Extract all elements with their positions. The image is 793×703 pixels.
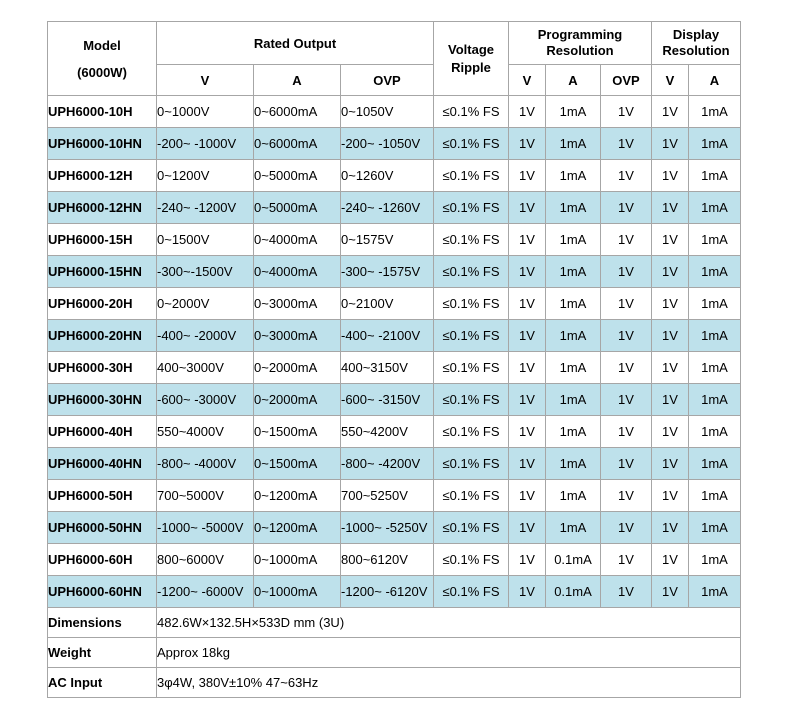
table-row: [48, 352, 741, 384]
voltage-ripple-header: [434, 22, 509, 96]
table-row: [48, 288, 741, 320]
disp-a-header: A: [689, 65, 741, 96]
prog-v-cell: 1V: [509, 448, 546, 480]
rated-v-cell: 0~1200V: [157, 160, 254, 192]
rated-ovp-cell: 0~2100V: [341, 288, 434, 320]
rated-ovp-cell: 800~6120V: [341, 544, 434, 576]
prog-v-cell: 1V: [509, 128, 546, 160]
prog-v-cell: 1V: [509, 192, 546, 224]
prog-v-cell: 1V: [509, 480, 546, 512]
model-cell: UPH6000-50HN: [48, 512, 157, 544]
table-row: [48, 320, 741, 352]
rated-v-cell: -1200~ -6000V: [157, 576, 254, 608]
disp-v-cell: 1V: [652, 576, 689, 608]
model-cell: UPH6000-30HN: [48, 384, 157, 416]
ripple-cell: ≤0.1% FS: [434, 512, 509, 544]
disp-v-cell: 1V: [652, 384, 689, 416]
model-column-header: [48, 22, 157, 96]
model-header-line1: Model: [83, 37, 121, 53]
prog-v-cell: 1V: [509, 416, 546, 448]
rated-v-cell: 550~4000V: [157, 416, 254, 448]
prog-a-cell: 0.1mA: [546, 544, 601, 576]
prog-a-cell: 1mA: [546, 448, 601, 480]
prog-ovp-cell: 1V: [601, 96, 652, 128]
model-cell: UPH6000-10H: [48, 96, 157, 128]
prog-v-cell: 1V: [509, 320, 546, 352]
footer-row: [48, 608, 741, 638]
model-cell: UPH6000-40HN: [48, 448, 157, 480]
ripple-cell: ≤0.1% FS: [434, 288, 509, 320]
prog-a-cell: 1mA: [546, 352, 601, 384]
ripple-cell: ≤0.1% FS: [434, 416, 509, 448]
footer-label: Dimensions: [48, 608, 157, 638]
prog-a-cell: 1mA: [546, 96, 601, 128]
spec-table: [47, 21, 741, 698]
model-cell: UPH6000-50H: [48, 480, 157, 512]
disp-v-cell: 1V: [652, 544, 689, 576]
table-row: [48, 448, 741, 480]
prog-a-cell: 1mA: [546, 512, 601, 544]
disp-a-cell: 1mA: [689, 416, 741, 448]
rated-ovp-cell: 700~5250V: [341, 480, 434, 512]
model-cell: UPH6000-12HN: [48, 192, 157, 224]
disp-v-header: V: [652, 65, 689, 96]
disp-v-cell: 1V: [652, 480, 689, 512]
prog-v-header: V: [509, 65, 546, 96]
disp-v-cell: 1V: [652, 416, 689, 448]
prog-v-cell: 1V: [509, 512, 546, 544]
footer-value: 3φ4W, 380V±10% 47~63Hz: [157, 668, 741, 698]
rated-ovp-cell: -200~ -1050V: [341, 128, 434, 160]
rated-ovp-cell: -300~ -1575V: [341, 256, 434, 288]
disp-v-cell: 1V: [652, 160, 689, 192]
rated-ovp-cell: -1000~ -5250V: [341, 512, 434, 544]
prog-ovp-header: OVP: [601, 65, 652, 96]
disp-v-cell: 1V: [652, 320, 689, 352]
prog-v-cell: 1V: [509, 352, 546, 384]
display-resolution-header: [652, 22, 741, 65]
prog-ovp-cell: 1V: [601, 512, 652, 544]
prog-a-cell: 1mA: [546, 256, 601, 288]
prog-ovp-cell: 1V: [601, 448, 652, 480]
disp-v-cell: 1V: [652, 256, 689, 288]
footer-row: [48, 638, 741, 668]
prog-a-header: A: [546, 65, 601, 96]
table-row: [48, 128, 741, 160]
prog-ovp-cell: 1V: [601, 480, 652, 512]
disp-v-cell: 1V: [652, 352, 689, 384]
table-row: [48, 384, 741, 416]
disp-a-cell: 1mA: [689, 448, 741, 480]
model-cell: UPH6000-40H: [48, 416, 157, 448]
rated-a-cell: 0~1500mA: [254, 448, 341, 480]
disp-v-cell: 1V: [652, 128, 689, 160]
prog-a-cell: 1mA: [546, 480, 601, 512]
prog-ovp-cell: 1V: [601, 416, 652, 448]
table-row: [48, 96, 741, 128]
disp-v-cell: 1V: [652, 512, 689, 544]
table-row: [48, 256, 741, 288]
rated-v-cell: 800~6000V: [157, 544, 254, 576]
model-cell: UPH6000-30H: [48, 352, 157, 384]
table-row: [48, 512, 741, 544]
ripple-cell: ≤0.1% FS: [434, 320, 509, 352]
footer-label: Weight: [48, 638, 157, 668]
footer-value: Approx 18kg: [157, 638, 741, 668]
model-cell: UPH6000-20HN: [48, 320, 157, 352]
footer-label: AC Input: [48, 668, 157, 698]
disp-a-cell: 1mA: [689, 192, 741, 224]
disp-v-cell: 1V: [652, 224, 689, 256]
rated-v-cell: 700~5000V: [157, 480, 254, 512]
disp-a-cell: 1mA: [689, 320, 741, 352]
disp-a-cell: 1mA: [689, 384, 741, 416]
disp-v-cell: 1V: [652, 288, 689, 320]
disp-v-cell: 1V: [652, 448, 689, 480]
rated-a-cell: 0~1200mA: [254, 512, 341, 544]
table-row: [48, 192, 741, 224]
model-cell: UPH6000-15H: [48, 224, 157, 256]
rated-ovp-cell: 550~4200V: [341, 416, 434, 448]
prog-a-cell: 1mA: [546, 288, 601, 320]
disp-a-cell: 1mA: [689, 160, 741, 192]
rated-ovp-cell: -400~ -2100V: [341, 320, 434, 352]
rated-v-header: V: [157, 65, 254, 96]
rated-ovp-cell: 0~1575V: [341, 224, 434, 256]
model-cell: UPH6000-10HN: [48, 128, 157, 160]
rated-a-cell: 0~1500mA: [254, 416, 341, 448]
model-cell: UPH6000-20H: [48, 288, 157, 320]
prog-v-cell: 1V: [509, 224, 546, 256]
model-cell: UPH6000-60H: [48, 544, 157, 576]
prog-ovp-cell: 1V: [601, 576, 652, 608]
prog-v-cell: 1V: [509, 288, 546, 320]
disp-a-cell: 1mA: [689, 576, 741, 608]
rated-output-header: Rated Output: [157, 22, 434, 65]
prog-a-cell: 1mA: [546, 192, 601, 224]
ripple-cell: ≤0.1% FS: [434, 544, 509, 576]
table-row: [48, 160, 741, 192]
prog-ovp-cell: 1V: [601, 544, 652, 576]
table-row: [48, 480, 741, 512]
programming-resolution-line1: Programming: [537, 27, 623, 42]
prog-v-cell: 1V: [509, 384, 546, 416]
rated-a-cell: 0~1200mA: [254, 480, 341, 512]
prog-ovp-cell: 1V: [601, 288, 652, 320]
prog-a-cell: 1mA: [546, 224, 601, 256]
prog-a-cell: 1mA: [546, 384, 601, 416]
ripple-cell: ≤0.1% FS: [434, 224, 509, 256]
rated-v-cell: 400~3000V: [157, 352, 254, 384]
ripple-cell: ≤0.1% FS: [434, 352, 509, 384]
header-row-1: [48, 22, 741, 65]
rated-a-cell: 0~3000mA: [254, 288, 341, 320]
rated-ovp-header: OVP: [341, 65, 434, 96]
voltage-ripple-line1: Voltage: [448, 41, 494, 57]
disp-a-cell: 1mA: [689, 96, 741, 128]
table-row: [48, 224, 741, 256]
rated-ovp-cell: 0~1050V: [341, 96, 434, 128]
programming-resolution-header: [509, 22, 652, 65]
model-header-line2: (6000W): [77, 64, 127, 80]
disp-a-cell: 1mA: [689, 256, 741, 288]
prog-a-cell: 1mA: [546, 320, 601, 352]
rated-a-cell: 0~5000mA: [254, 160, 341, 192]
rated-a-cell: 0~5000mA: [254, 192, 341, 224]
prog-v-cell: 1V: [509, 576, 546, 608]
prog-ovp-cell: 1V: [601, 320, 652, 352]
rated-ovp-cell: -600~ -3150V: [341, 384, 434, 416]
rated-ovp-cell: 400~3150V: [341, 352, 434, 384]
rated-a-cell: 0~3000mA: [254, 320, 341, 352]
ripple-cell: ≤0.1% FS: [434, 480, 509, 512]
prog-a-cell: 1mA: [546, 416, 601, 448]
disp-a-cell: 1mA: [689, 288, 741, 320]
display-resolution-line1: Display: [672, 27, 720, 42]
ripple-cell: ≤0.1% FS: [434, 256, 509, 288]
ripple-cell: ≤0.1% FS: [434, 96, 509, 128]
model-cell: UPH6000-12H: [48, 160, 157, 192]
ripple-cell: ≤0.1% FS: [434, 576, 509, 608]
disp-a-cell: 1mA: [689, 544, 741, 576]
rated-v-cell: -1000~ -5000V: [157, 512, 254, 544]
rated-ovp-cell: -240~ -1260V: [341, 192, 434, 224]
rated-v-cell: -800~ -4000V: [157, 448, 254, 480]
disp-a-cell: 1mA: [689, 224, 741, 256]
prog-ovp-cell: 1V: [601, 384, 652, 416]
rated-a-cell: 0~2000mA: [254, 384, 341, 416]
rated-ovp-cell: -1200~ -6120V: [341, 576, 434, 608]
disp-a-cell: 1mA: [689, 128, 741, 160]
table-row: [48, 416, 741, 448]
voltage-ripple-line2: Ripple: [451, 59, 491, 75]
rated-a-cell: 0~1000mA: [254, 576, 341, 608]
prog-ovp-cell: 1V: [601, 224, 652, 256]
spec-sheet: [47, 21, 741, 698]
prog-a-cell: 1mA: [546, 160, 601, 192]
rated-a-cell: 0~4000mA: [254, 256, 341, 288]
table-row: [48, 576, 741, 608]
ripple-cell: ≤0.1% FS: [434, 384, 509, 416]
footer-value: 482.6W×132.5H×533D mm (3U): [157, 608, 741, 638]
rated-v-cell: -200~ -1000V: [157, 128, 254, 160]
prog-v-cell: 1V: [509, 96, 546, 128]
rated-a-cell: 0~4000mA: [254, 224, 341, 256]
footer-row: [48, 668, 741, 698]
rated-v-cell: 0~2000V: [157, 288, 254, 320]
ripple-cell: ≤0.1% FS: [434, 128, 509, 160]
table-row: [48, 544, 741, 576]
prog-a-cell: 0.1mA: [546, 576, 601, 608]
prog-ovp-cell: 1V: [601, 160, 652, 192]
prog-ovp-cell: 1V: [601, 256, 652, 288]
rated-v-cell: 0~1500V: [157, 224, 254, 256]
prog-v-cell: 1V: [509, 256, 546, 288]
model-cell: UPH6000-60HN: [48, 576, 157, 608]
rated-a-cell: 0~6000mA: [254, 128, 341, 160]
prog-ovp-cell: 1V: [601, 352, 652, 384]
prog-a-cell: 1mA: [546, 128, 601, 160]
prog-ovp-cell: 1V: [601, 192, 652, 224]
rated-v-cell: -300~-1500V: [157, 256, 254, 288]
disp-a-cell: 1mA: [689, 512, 741, 544]
disp-a-cell: 1mA: [689, 480, 741, 512]
display-resolution-line2: Resolution: [662, 43, 730, 58]
programming-resolution-line2: Resolution: [546, 43, 614, 58]
ripple-cell: ≤0.1% FS: [434, 160, 509, 192]
rated-a-cell: 0~2000mA: [254, 352, 341, 384]
rated-v-cell: -240~ -1200V: [157, 192, 254, 224]
rated-v-cell: 0~1000V: [157, 96, 254, 128]
rated-a-cell: 0~6000mA: [254, 96, 341, 128]
model-cell: UPH6000-15HN: [48, 256, 157, 288]
prog-v-cell: 1V: [509, 160, 546, 192]
ripple-cell: ≤0.1% FS: [434, 192, 509, 224]
rated-ovp-cell: -800~ -4200V: [341, 448, 434, 480]
rated-v-cell: -600~ -3000V: [157, 384, 254, 416]
disp-a-cell: 1mA: [689, 352, 741, 384]
rated-ovp-cell: 0~1260V: [341, 160, 434, 192]
prog-ovp-cell: 1V: [601, 128, 652, 160]
prog-v-cell: 1V: [509, 544, 546, 576]
disp-v-cell: 1V: [652, 192, 689, 224]
rated-v-cell: -400~ -2000V: [157, 320, 254, 352]
disp-v-cell: 1V: [652, 96, 689, 128]
rated-a-cell: 0~1000mA: [254, 544, 341, 576]
ripple-cell: ≤0.1% FS: [434, 448, 509, 480]
rated-a-header: A: [254, 65, 341, 96]
